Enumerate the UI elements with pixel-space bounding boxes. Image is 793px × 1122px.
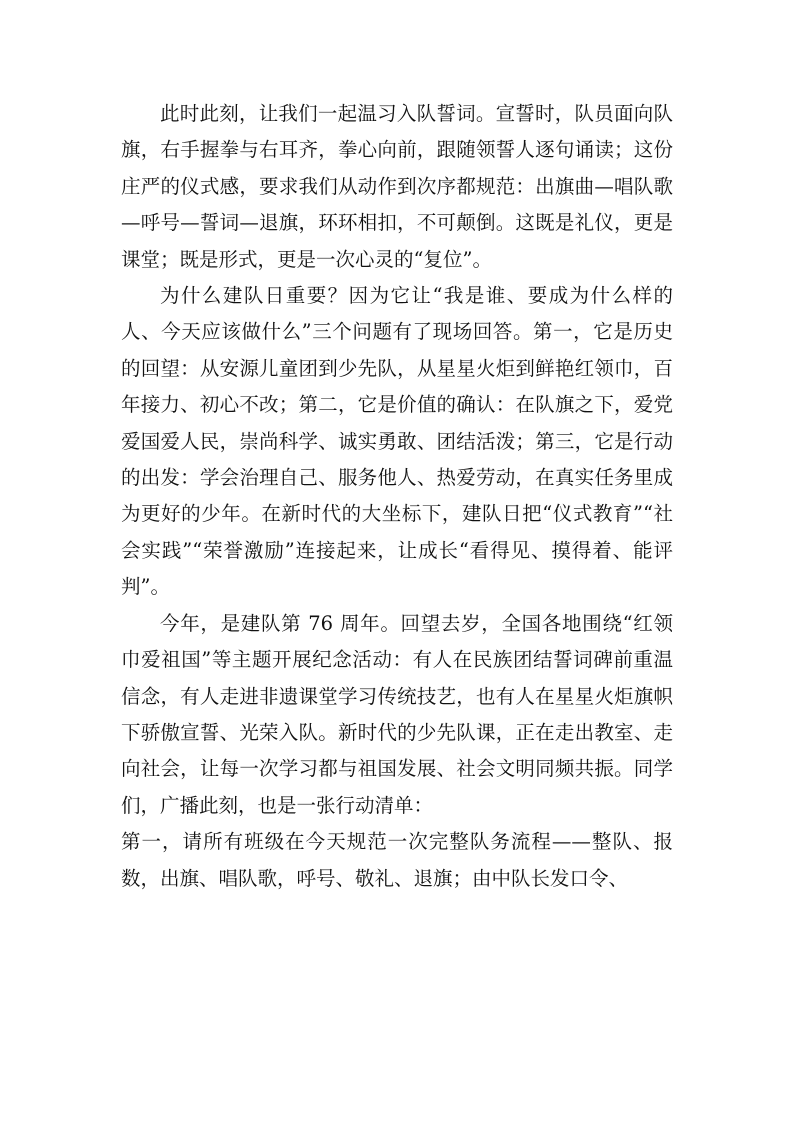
paragraph-why-important: 为什么建队日重要？因为它让“我是谁、要成为什么样的人、今天应该做什么”三个问题有了现场回答。第一，它是历史的回望：从安源儿童团到少先队，从星星火炬到鲜艳红领巾，百年接力、初心不改；第二，它是价值的确认：在队旗之下，爱党爱国爱人民，崇尚科学、诚实勇敢、团结活泼；第三，它是行动的出发：学会治理自己、服务他人、热爱劳动，在真实任务里成为更好的少年。在新时代的大坐标下，建队日把“仪式教育”“社会实践”“荣誉激励”连接起来，让成长“看得见、摸得着、能评判”。 [121, 284, 673, 599]
paragraph-action-first: 第一，请所有班级在今天规范一次完整队务流程——整队、报数，出旗、唱队歌，呼号、敬礼、退旗；由中队长发口令、 [121, 830, 673, 890]
paragraph-anniversary: 今年，是建队第 76 周年。回望去岁，全国各地围绕“红领巾爱祖国”等主题开展纪念活动：有人在民族团结誓词碑前重温信念，有人走进非遗课堂学习传统技艺，也有人在星星火炬旗帜下骄傲宣誓、光荣入队。新时代的少先队课，正在走出教室、走向社会，让每一次学习都与祖国发展、社会文明同频共振。同学们，广播此刻，也是一张行动清单： [121, 611, 673, 817]
document-body [121, 96, 673, 897]
paragraph-oath: 此时此刻，让我们一起温习入队誓词。宣誓时，队员面向队旗，右手握拳与右耳齐，拳心向前，跟随领誓人逐句诵读；这份庄严的仪式感，要求我们从动作到次序都规范：出旗曲—唱队歌—呼号—誓词—退旗，环环相扣，不可颠倒。这既是礼仪，更是课堂；既是形式，更是一次心灵的“复位”。 [121, 102, 673, 271]
